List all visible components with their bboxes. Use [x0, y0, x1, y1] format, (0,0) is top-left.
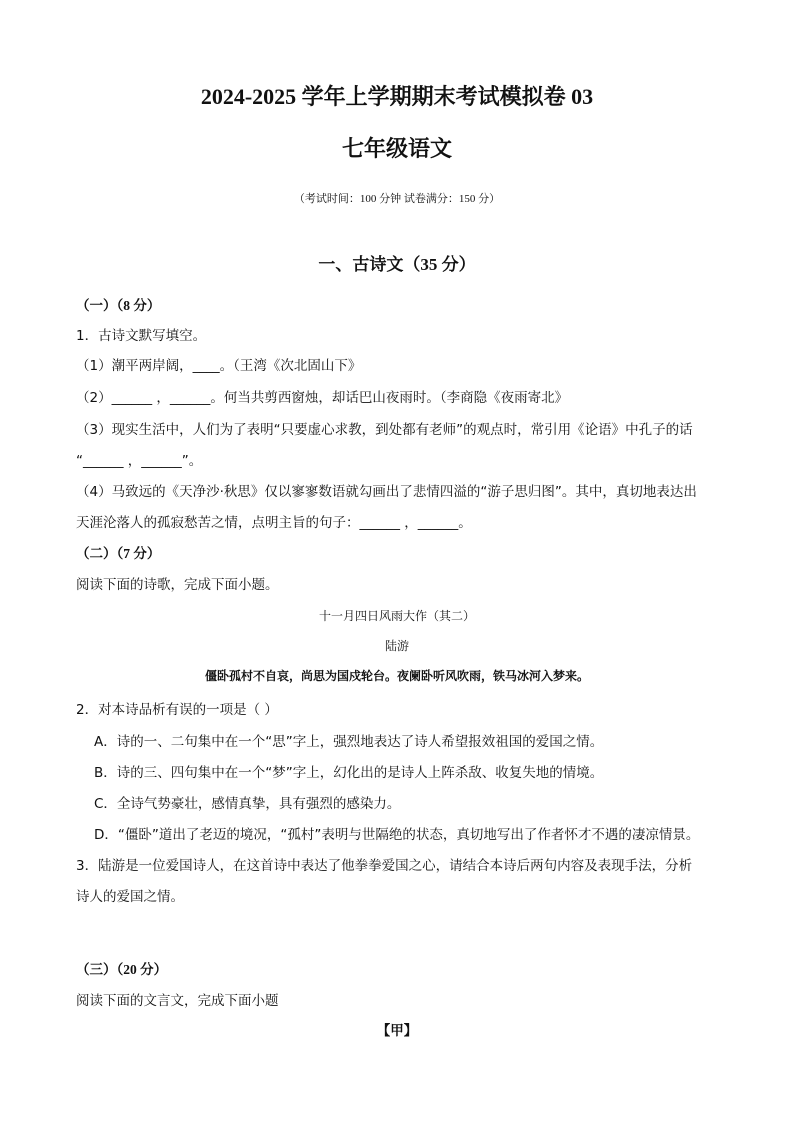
part3-label: （三）（20 分） [76, 962, 168, 977]
poem-author: 陆游 [384, 639, 409, 653]
q1-item-2: （2）______ ，______。何当共剪西窗烛，却话巴山夜雨时。（李商隐《夜雨寄北》 [76, 390, 569, 406]
part2-intro: 阅读下面的诗歌，完成下面小题。 [76, 577, 279, 593]
q2-stem: 2．对本诗品析有误的一项是（ ） [76, 702, 278, 718]
poem-title: 十一月四日风雨大作（其二） [318, 609, 475, 623]
q1-item-3-line1: （3）现实生活中，人们为了表明“只要虚心求教，到处都有老师”的观点时，常引用《论语》中孔子的话 [76, 422, 693, 438]
grade-subject-title: 七年级语文 [341, 136, 452, 161]
part1-label: （一）（8 分） [76, 298, 161, 313]
poem-text: 僵卧孤村不自哀，尚思为国戍轮台。夜阑卧听风吹雨，铁马冰河入梦来。 [204, 669, 589, 683]
passage-jia-label: 【甲】 [376, 1023, 418, 1039]
q2-option-d: D．“僵卧”道出了老迈的境况，“孤村”表明与世隔绝的状态，真切地写出了作者怀才不遇的凄凉情景。 [94, 827, 700, 843]
exam-info: （考试时间：100 分钟 试卷满分：150 分） [293, 193, 501, 205]
q2-option-b: B．诗的三、四句集中在一个“梦”字上，幻化出的是诗人上阵杀敌、收复失地的情境。 [94, 765, 604, 781]
part2-label: （二）（7 分） [76, 546, 161, 561]
q1-item-1: （1）潮平两岸阔，____。（王湾《次北固山下》 [76, 358, 362, 374]
q2-option-a: A．诗的一、二句集中在一个“思”字上，强烈地表达了诗人希望报效祖国的爱国之情。 [94, 734, 604, 750]
q1-item-4-line2: 天涯沦落人的孤寂愁苦之情，点明主旨的句子：______ ，______。 [76, 515, 472, 531]
q1-item-4-line1: （4）马致远的《天净沙·秋思》仅以寥寥数语就勾画出了悲情四溢的“游子思归图”。其中，真切地表达出 [76, 484, 697, 500]
part3-intro: 阅读下面的文言文，完成下面小题 [76, 993, 279, 1009]
q3-line2: 诗人的爱国之情。 [76, 889, 184, 905]
q3-line1: 3．陆游是一位爱国诗人，在这首诗中表达了他拳拳爱国之心，请结合本诗后两句内容及表现手法，分析 [76, 858, 693, 874]
section-title-poetry: 一、古诗文（35 分） [318, 255, 476, 274]
q2-option-c: C．全诗气势豪壮，感情真挚，具有强烈的感染力。 [94, 796, 401, 812]
q1-item-3-line2: “______ ，______”。 [76, 453, 203, 469]
q1-stem: 1．古诗文默写填空。 [76, 328, 207, 344]
exam-title: 2024-2025 学年上学期期末考试模拟卷 03 [200, 84, 594, 109]
